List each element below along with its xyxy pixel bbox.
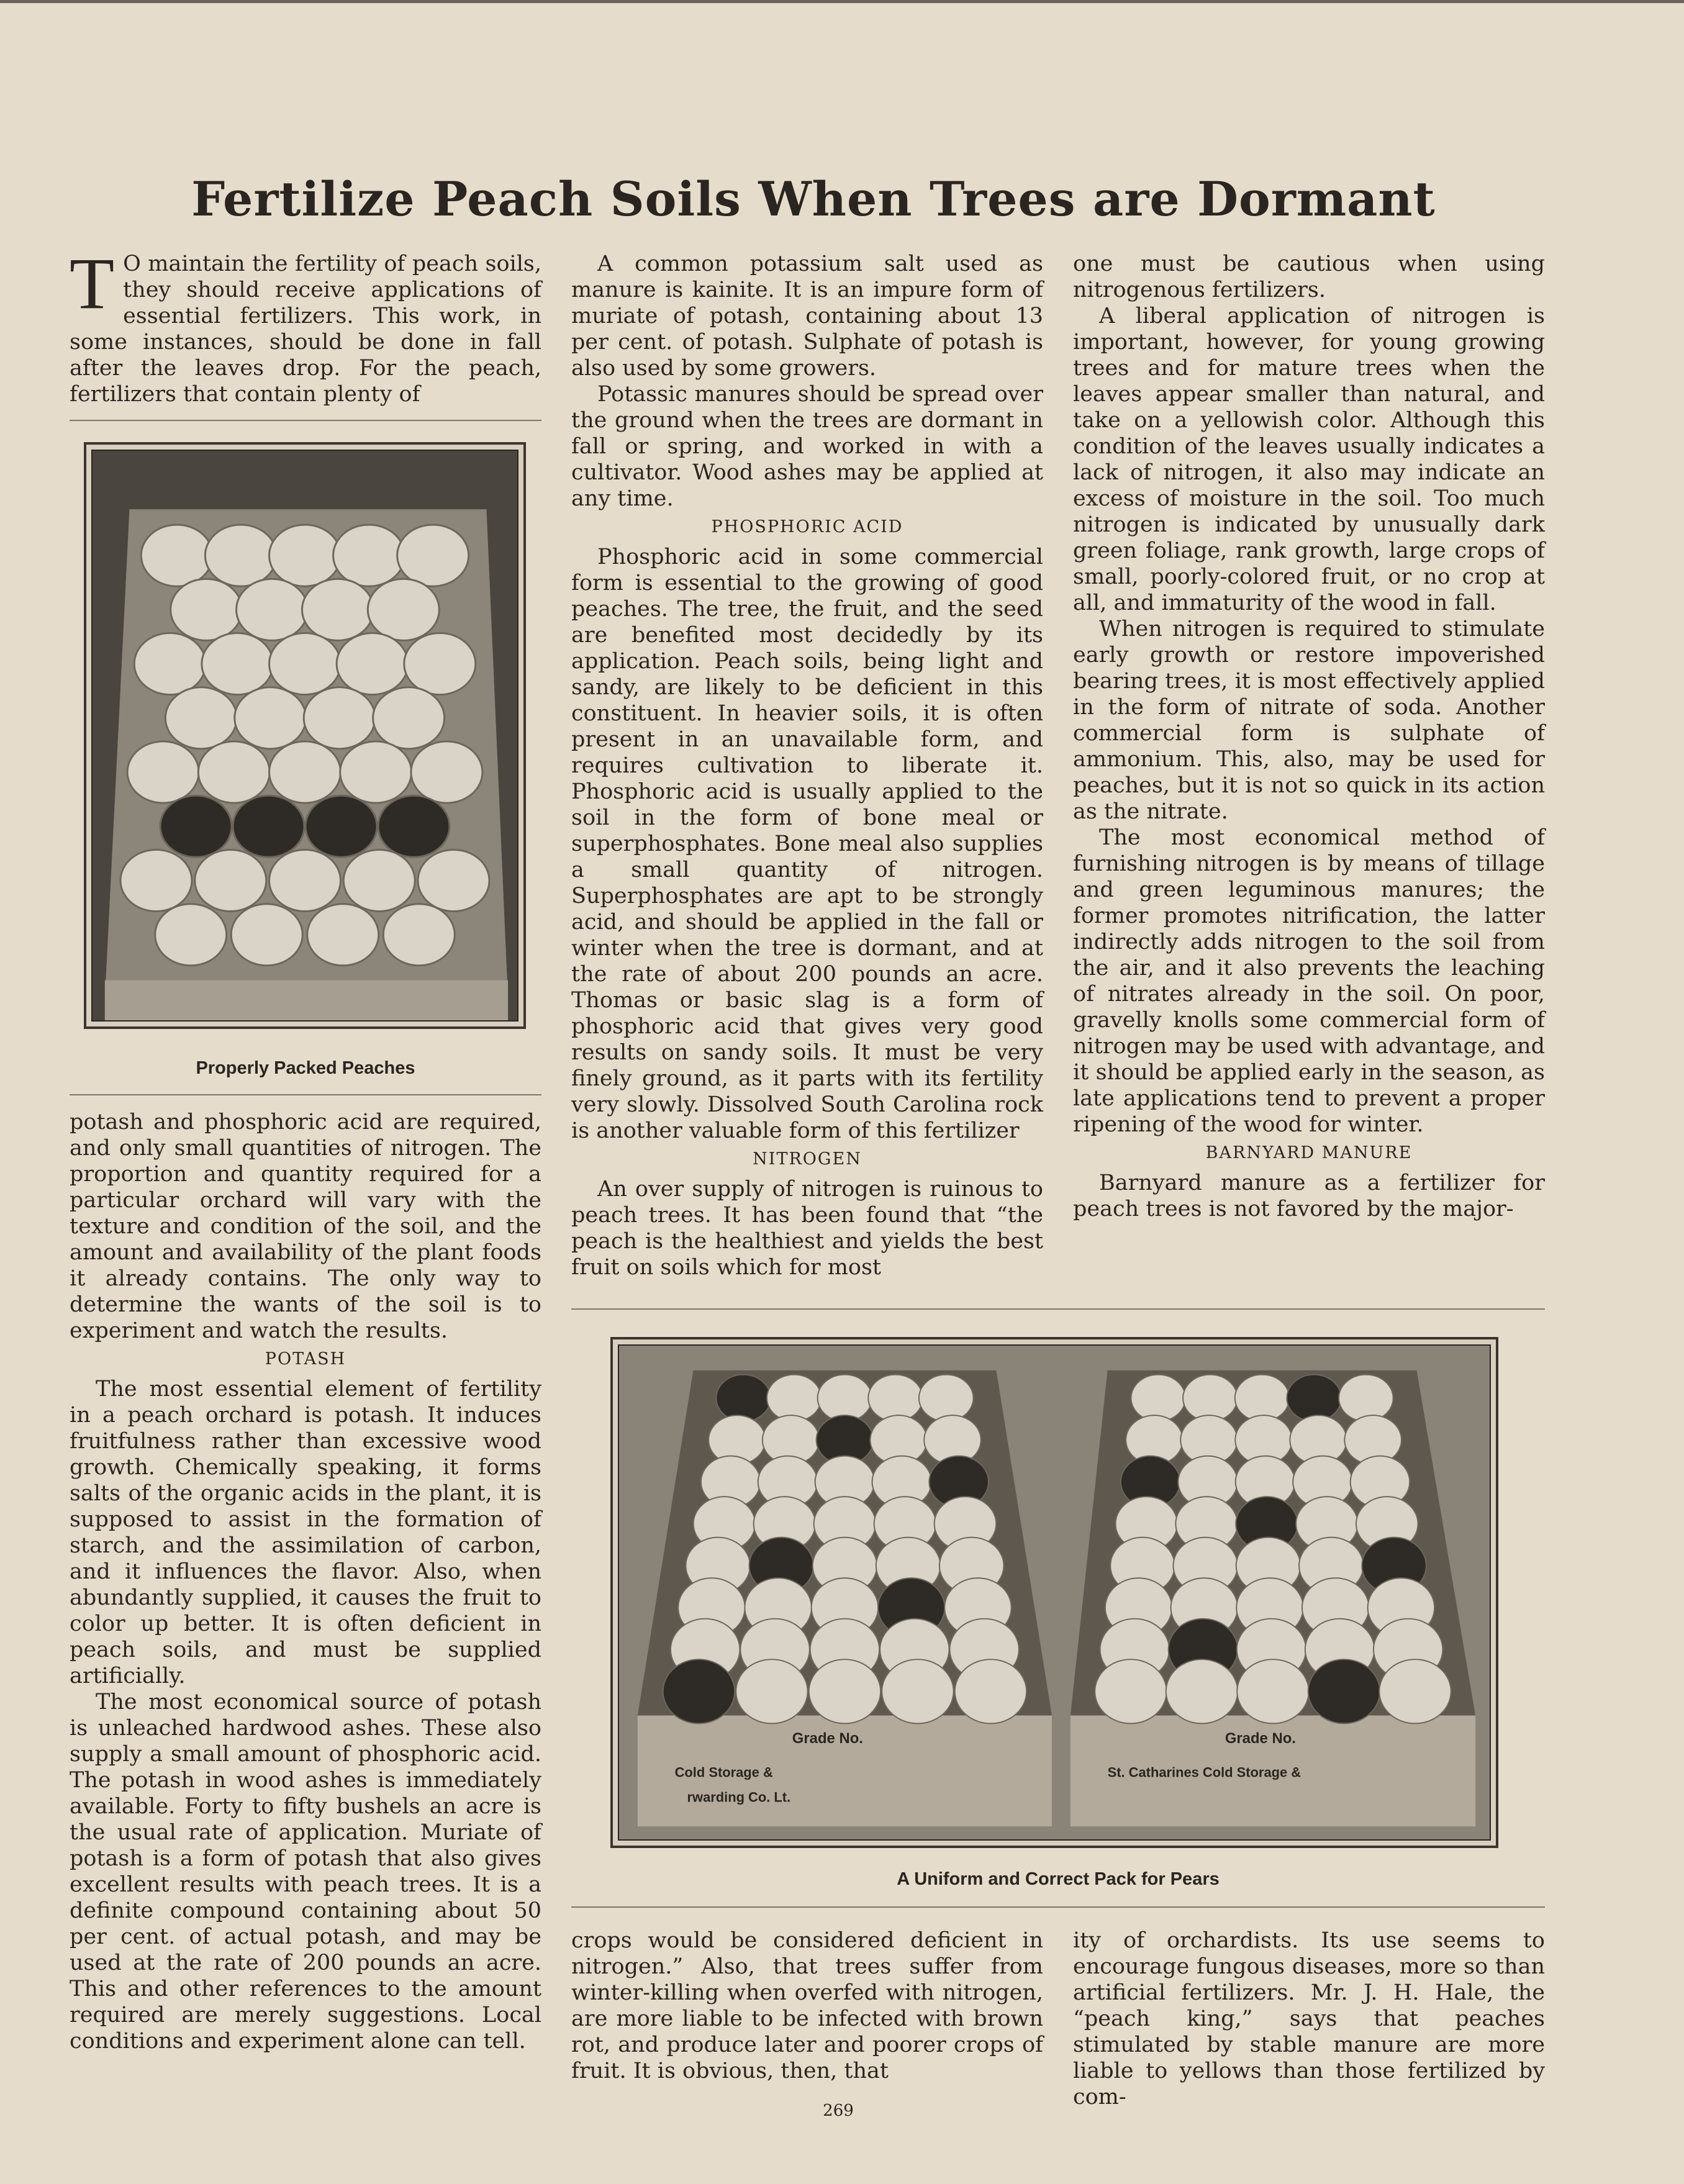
bottom-col3-paragraph: ity of orchardists. Its use seems to encourage fungous diseases, more so than artificial fertilizers. Mr. J. H. Hale, the “peach king,” says that peaches stimulated by stable manure are more liable to yellows than those fertilized by com-: [1073, 1928, 1545, 2109]
wrapped-peach: [269, 633, 341, 694]
bottom-column-2: [571, 1928, 1043, 2084]
wrapped-peach: [411, 741, 482, 803]
wrapped-peach: [269, 850, 341, 911]
pears-caption: A Uniform and Correct Pack for Pears: [897, 1869, 1220, 1889]
wrapped-pear: [818, 1375, 872, 1421]
col2-paragraph-2: Potassic manures should be spread over the ground when the trees are dormant in fall or spring, and worked in with a cultivator. Wood ashes may be applied at any time.: [571, 382, 1043, 511]
col2-paragraph-1: A common potassium salt used as manure is kainite. It is an impure form of muriate of potash, containing about 13 per cent. of potash. Sulphate of potash is also used by some growers.: [571, 251, 1043, 381]
divider-col1-top: [70, 420, 541, 421]
dark-peach: [160, 795, 232, 857]
wrapped-peach: [368, 579, 439, 640]
col3-paragraph-2: A liberal application of nitrogen is important, however, for young growing trees and for mature trees when the leaves appear smaller than natural, and take on a yellowish color. Although this condition of the leaves usually indicates a lack of nitrogen, it also may indicate an excess of moisture in the soil. Too much nitrogen is indicated by unusually dark green foliage, rank growth, large crops of small, poorly-colored fruit, or no crop at all, and immaturity of the wood in fall.: [1073, 304, 1545, 615]
wrapped-pear: [1339, 1375, 1393, 1421]
wrapped-pear: [1237, 1659, 1309, 1723]
nitrogen-paragraph: An over supply of nitrogen is ruinous to peach trees. It has been found that “the peach is the healthiest and yields the best fruit on soils which for most: [571, 1177, 1043, 1280]
potash-paragraph-1: The most essential element of fertility in a peach orchard is potash. It induces fruitfulness rather than excessive wood growth. Chemically speaking, it forms salts of the organic acids in the plant, it is supposed to assist in the formation of starch, and the assimilation of carbon, and it influences the flavor. Also, when abundantly supplied, it causes the fruit to color up better. It is often deficient in peach soils, and must be supplied artificially.: [70, 1377, 541, 1688]
wrapped-peach: [383, 904, 455, 966]
wrapped-peach: [134, 633, 206, 694]
dark-pear: [1287, 1375, 1341, 1421]
wrapped-peach: [333, 525, 405, 586]
wrapped-pear: [882, 1659, 954, 1723]
wrapped-peach: [343, 850, 415, 911]
wrapped-peach: [269, 741, 341, 803]
top-border-line: [0, 0, 1684, 3]
wrapped-peach: [198, 741, 269, 803]
wrapped-peach: [302, 579, 373, 640]
pear-crates-illustration: [619, 1346, 1490, 1839]
wrapped-peach: [340, 741, 412, 803]
barnyard-heading: BARNYARD MANURE: [1205, 1143, 1413, 1162]
wrapped-pear: [1131, 1375, 1185, 1421]
wrapped-peach: [337, 633, 408, 694]
divider-above-pears: [571, 1308, 1545, 1310]
wrapped-pear: [1235, 1375, 1290, 1421]
wrapped-pear: [736, 1659, 808, 1723]
wrapped-peach: [231, 904, 302, 966]
crate-label: Grade No.: [1225, 1730, 1296, 1747]
wrapped-peach: [205, 525, 276, 586]
dark-pear: [663, 1659, 735, 1723]
wrapped-peach: [418, 850, 489, 911]
wrapped-pear: [1166, 1659, 1238, 1723]
article-title: Fertilize Peach Soils When Trees are Dormant: [191, 171, 1436, 227]
wrapped-peach: [155, 904, 227, 966]
pears-photo-image: [618, 1344, 1491, 1841]
phosphoric-paragraph: Phosphoric acid in some commercial form is essential to the growing of good peaches. The tree, the fruit, and the seed are benefited most decidedly by its application. Peach soils, being light and sandy, are likely to be deficient in this constituent. In heavier soils, it is often present in an unavailable form, and requires cultivation to liberate it. Phosphoric acid is usually applied to the soil in the form of bone meal or superphosphates. Bone meal also supplies a small quantity of nitrogen. Superphosphates are apt to be strongly acid, and should be applied in the fall or winter when the tree is dormant, and at the rate of about 200 pounds an acre. Thomas or basic slag is a form of phosphoric acid that gives very good results on sandy soils. It must be very finely ground, as it parts with its fertility very slowly. Dissolved South Carolina rock is another valuable form of this fertilizer: [571, 545, 1043, 1143]
potash-heading: POTASH: [265, 1349, 346, 1369]
divider-below-pears: [571, 1906, 1545, 1908]
dark-peach: [378, 795, 450, 857]
crate-label: St. Catharines Cold Storage &: [1107, 1764, 1301, 1780]
page-number: 269: [823, 2101, 854, 2120]
dark-pear: [716, 1375, 771, 1421]
intro-text: O maintain the fertility of peach soils, they should receive applications of essential fertilizers. This work, in some instances, should be done in fall after the leaves drop. For the peach, fertilizers that contain plenty of: [70, 251, 541, 407]
phosphoric-heading: PHOSPHORIC ACID: [711, 517, 903, 537]
wrapped-peach: [141, 525, 212, 586]
drop-cap: T: [70, 243, 115, 324]
potash-paragraph-2: The most economical source of potash is unleached hardwood ashes. These also supply a small amount of phosphoric acid. The potash in wood ashes is immediately available. Forty to fifty bushels an acre is the usual rate of application. Muriate of potash is a form of potash that also gives excellent results with peach trees. It is a definite compound containing about 50 per cent. of actual potash, and may be used at the rate of 200 pounds an acre. This and other references to the amount required are merely suggestions. Local conditions and experiment alone can tell.: [70, 1690, 541, 2054]
wrapped-peach: [404, 633, 476, 694]
col1-paragraph: potash and phosphoric acid are required, and only small quantities of nitrogen. The proportion and quantity required for a particular orchard will vary with the texture and condition of the soil, and the amount and availability of the plant foods it already contains. The only way to determine the wants of the soil is to experiment and watch the results.: [70, 1110, 541, 1343]
nitrogen-heading: NITROGEN: [753, 1149, 862, 1169]
dark-peach: [306, 795, 377, 857]
col3-paragraph-1: one must be cautious when using nitrogenous fertilizers.: [1073, 251, 1545, 302]
wrapped-peach: [397, 525, 469, 586]
wrapped-peach: [171, 579, 242, 640]
wrapped-pear: [919, 1375, 974, 1421]
col3-paragraph-4: The most economical method of furnishing nitrogen is by means of tillage and green leguminous manures; the former promotes nitrification, the latter indirectly adds nitrogen to the soil from the air, and it also prevents the leaching of nitrates already in the soil. On poor, gravelly knolls some commercial form of nitrogen may be used with advantage, and it should be applied early in the season, as late applications tend to prevent a proper ripening of the wood for winter.: [1073, 825, 1545, 1137]
wrapped-peach: [202, 633, 273, 694]
wrapped-peach: [120, 850, 192, 911]
peaches-photo-image: [91, 450, 518, 1022]
dark-peach: [233, 795, 304, 857]
wrapped-pear: [868, 1375, 923, 1421]
bottom-col2-paragraph: crops would be considered deficient in nitrogen.” Also, that trees suffer from winter-killing when overfed with nitrogen, are more liable to be infected with brown rot, and produce later and poorer crops of fruit. It is obvious, then, that: [571, 1928, 1043, 2083]
wrapped-pear: [767, 1375, 822, 1421]
wrapped-peach: [127, 741, 199, 803]
crate-label: Grade No.: [792, 1730, 863, 1747]
bottom-column-3: [1073, 1928, 1545, 2110]
wrapped-peach: [165, 687, 237, 749]
wrapped-peach: [307, 904, 379, 966]
barnyard-paragraph: Barnyard manure as a fertilizer for peach trees is not favored by the major-: [1073, 1171, 1545, 1221]
crate-label: Cold Storage &: [674, 1764, 773, 1780]
wrapped-pear: [955, 1659, 1027, 1723]
column-1-intro: [70, 243, 541, 407]
col3-paragraph-3: When nitrogen is required to stimulate early growth or restore impoverished bearing trees, it is most effectively applied in the form of nitrate of soda. Another commercial form is sulphate of ammonium. This, also, may be used for peaches, but it is not so quick in its action as the nitrate.: [1073, 617, 1545, 824]
column-3: [1073, 251, 1545, 1222]
divider-col1-bottom: [70, 1094, 541, 1095]
wrapped-peach: [195, 850, 266, 911]
wrapped-peach: [373, 687, 445, 749]
wrapped-pear: [1379, 1659, 1451, 1723]
crate-front-board: [105, 981, 508, 1020]
crate-label: rwarding Co. Lt.: [687, 1789, 791, 1805]
wrapped-pear: [1183, 1375, 1238, 1421]
dark-pear: [1308, 1659, 1380, 1723]
wrapped-peach: [269, 525, 341, 586]
peaches-caption: Properly Packed Peaches: [196, 1058, 415, 1078]
wrapped-peach: [304, 687, 375, 749]
peaches-photo: [84, 442, 526, 1029]
wrapped-pear: [809, 1659, 881, 1723]
wrapped-peach: [235, 687, 306, 749]
peach-crate-illustration: [93, 451, 517, 1020]
column-2: [571, 251, 1043, 1280]
pears-photo: [610, 1337, 1498, 1848]
column-1-continued: [70, 1109, 541, 2054]
wrapped-peach: [237, 579, 308, 640]
wrapped-pear: [1095, 1659, 1167, 1723]
intro-paragraph: [70, 243, 541, 407]
